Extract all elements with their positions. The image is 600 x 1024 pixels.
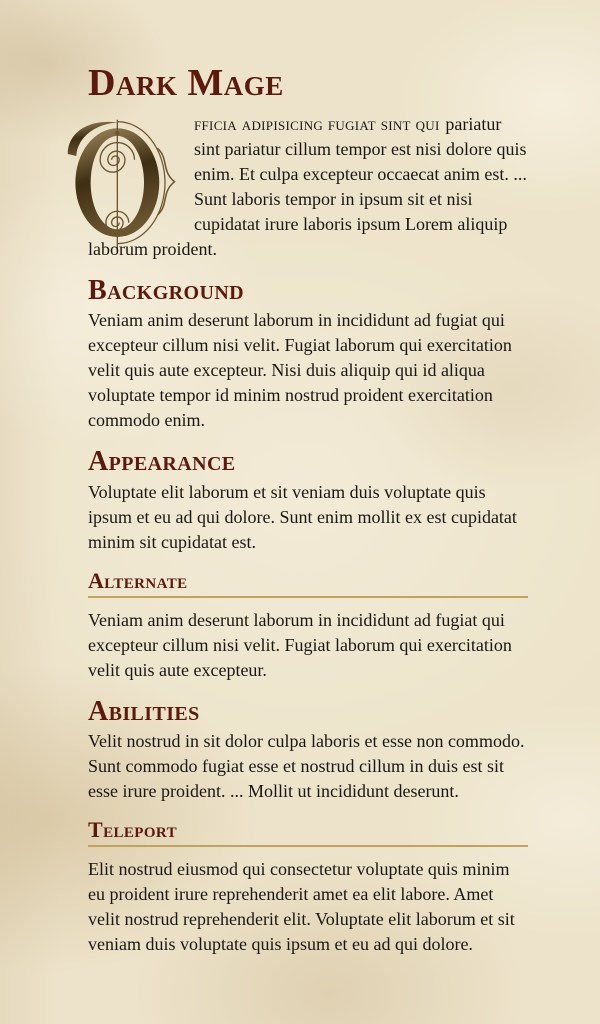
intro-body-text: pariatur sint pariatur cillum tempor est nisi dolore quis enim. Et culpa excepteur occaecat anim est. ... Sunt laboris tempor in ipsum sit et nisi cupidatat irure laboris ipsum Lorem aliquip laborum proident.	[88, 113, 527, 259]
section-appearance	[88, 447, 528, 554]
section-background	[88, 276, 528, 433]
section-heading-teleport: Teleport	[88, 818, 528, 847]
section-text-teleport: Elit nostrud eiusmod qui consectetur voluptate quis minim eu proident irure reprehenderit amet ea elit labore. Amet velit nostrud reprehenderit elit. Voluptate elit laborum et sit veniam duis voluptate quis ipsum et eu ad qui dolore.	[88, 859, 515, 955]
dropcap-letter-o	[62, 114, 186, 236]
intro-paragraph	[88, 112, 528, 262]
section-heading-alternate: Alternate	[88, 569, 528, 598]
section-heading-abilities: Abilities	[88, 695, 200, 727]
intro-lead-smallcaps: fficia adipisicing fugiat sint qui	[194, 113, 440, 134]
ornate-o-drawing	[62, 114, 186, 257]
section-text-alternate: Veniam anim deserunt laborum in incididunt ad fugiat qui excepteur cillum nisi velit. Fugiat laborum qui exercitation velit quis aute excepteur.	[88, 609, 512, 680]
section-teleport	[88, 818, 528, 957]
section-alternate	[88, 569, 528, 683]
section-text-appearance: Voluptate elit laborum et sit veniam duis voluptate quis ipsum et eu ad qui dolore. Sunt enim mollit ex est cupidatat minim sit cupidatat est.	[88, 481, 517, 552]
section-heading-appearance: Appearance	[88, 446, 236, 478]
section-heading-background: Background	[88, 274, 245, 306]
section-abilities	[88, 697, 528, 804]
page-title: Dark Mage	[88, 62, 284, 104]
section-text-background: Veniam anim deserunt laborum in incididunt ad fugiat qui excepteur cillum nisi velit. Fugiat laborum qui exercitation velit quis aute excepteur. Nisi duis aliquip qui id aliqua voluptate tempor id minim nostrud proident exercitation commodo enim.	[88, 310, 512, 431]
section-text-abilities: Velit nostrud in sit dolor culpa laboris et esse non commodo. Sunt commodo fugiat esse et nostrud cillum in duis est sit esse irure proident. ... Mollit ut incididunt deserunt.	[88, 731, 525, 802]
